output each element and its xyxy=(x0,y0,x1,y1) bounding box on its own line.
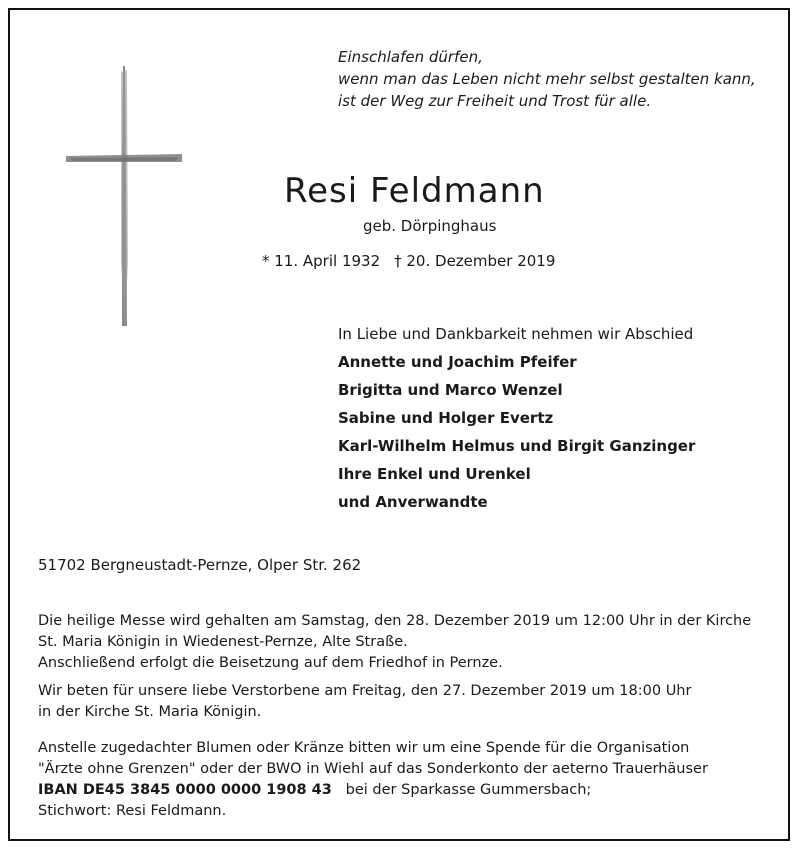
mourner-family: Ihre Enkel und Urenkel xyxy=(338,465,531,483)
family-address: 51702 Bergneustadt-Pernze, Olper Str. 262 xyxy=(38,556,362,574)
prayer-line: in der Kirche St. Maria Königin. xyxy=(38,704,262,720)
life-dates xyxy=(262,252,555,270)
mourner-family: Karl-Wilhelm Helmus und Birgit Ganzinger xyxy=(338,437,696,455)
mass-info xyxy=(38,611,751,674)
cross-icon xyxy=(60,62,188,330)
mass-line: St. Maria Königin in Wiedenest-Pernze, Alte Straße. xyxy=(38,634,408,650)
mourner-family: und Anverwandte xyxy=(338,493,488,511)
quote-line-2: wenn man das Leben nicht mehr selbst gestalten kann, xyxy=(338,70,756,88)
memorial-quote xyxy=(338,46,758,112)
iban: IBAN DE45 3845 0000 0000 1908 43 xyxy=(38,782,332,798)
mourner-family: Annette und Joachim Pfeifer xyxy=(338,353,577,371)
mass-line: Anschließend erfolgt die Beisetzung auf dem Friedhof in Pernze. xyxy=(38,655,503,671)
birth-name: geb. Dörpinghaus xyxy=(363,217,497,235)
mourners-intro: In Liebe und Dankbarkeit nehmen wir Abschied xyxy=(338,325,694,343)
donation-line: "Ärzte ohne Grenzen" oder der BWO in Wiehl auf das Sonderkonto der aeterno Trauerhäuser xyxy=(38,761,708,777)
prayer-info xyxy=(38,681,691,723)
quote-line-1: Einschlafen dürfen, xyxy=(338,48,483,66)
mourner-family: Brigitta und Marco Wenzel xyxy=(338,381,563,399)
donation-line: Anstelle zugedachter Blumen oder Kränze bitten wir um eine Spende für die Organisation xyxy=(38,740,690,756)
birth-date: * 11. April 1932 xyxy=(262,252,381,270)
death-date: † 20. Dezember 2019 xyxy=(394,252,556,270)
mourners-list xyxy=(338,320,695,516)
bank-name: bei der Sparkasse Gummersbach; xyxy=(345,782,592,798)
mass-line: Die heilige Messe wird gehalten am Samstag, den 28. Dezember 2019 um 12:00 Uhr in der Kirche xyxy=(38,613,752,629)
prayer-line: Wir beten für unsere liebe Verstorbene am Freitag, den 27. Dezember 2019 um 18:00 Uhr xyxy=(38,683,692,699)
mourner-family: Sabine und Holger Evertz xyxy=(338,409,554,427)
deceased-name: Resi Feldmann xyxy=(284,171,545,211)
quote-line-3: ist der Weg zur Freiheit und Trost für alle. xyxy=(338,92,652,110)
donation-info xyxy=(38,738,708,822)
donation-bank-line xyxy=(38,780,708,801)
donation-keyword: Stichwort: Resi Feldmann. xyxy=(38,803,227,819)
